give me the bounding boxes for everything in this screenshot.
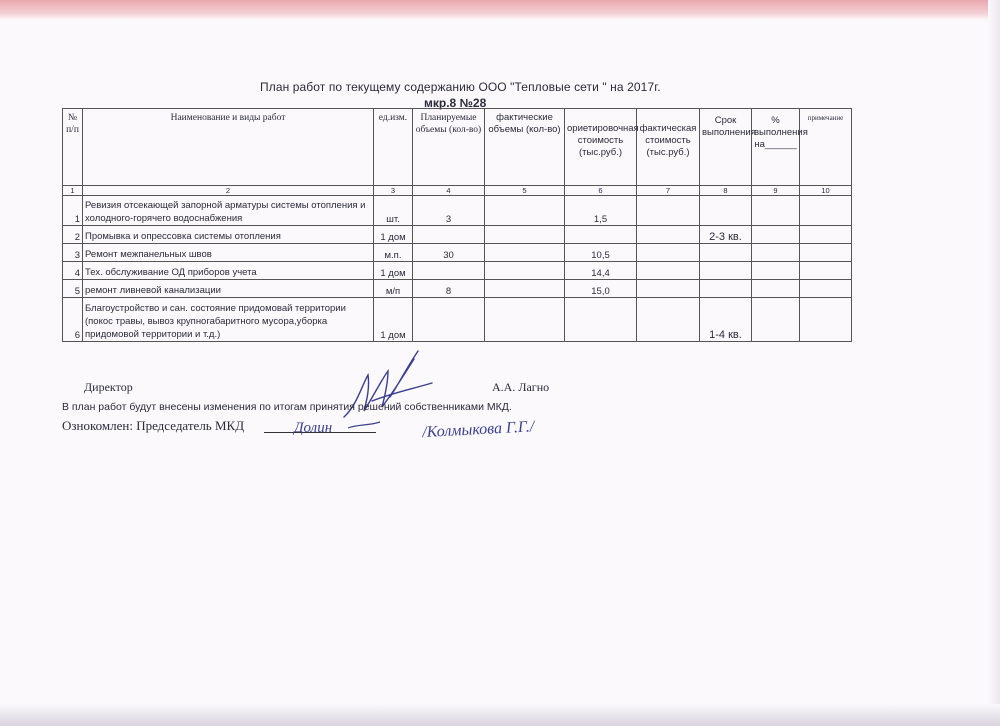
header-cell: фактическая стоимость (тыс.руб.): [637, 109, 700, 186]
header-cell: % выполнения на______: [752, 109, 800, 186]
work-name: ремонт ливневой канализации: [83, 280, 374, 298]
chairman-name-text: /Колмыкова Г.Г./: [421, 418, 535, 442]
column-number: 1: [63, 186, 83, 196]
actual-cost: [637, 262, 700, 280]
column-number: 4: [413, 186, 485, 196]
column-number: 5: [485, 186, 565, 196]
row-number: 5: [63, 280, 83, 298]
planned-volume: 8: [413, 280, 485, 298]
unit: шт.: [374, 196, 413, 226]
row-number: 3: [63, 244, 83, 262]
table-row: [63, 196, 852, 226]
estimated-cost: 14,4: [565, 262, 637, 280]
paper-bottom-edge: [0, 704, 1000, 726]
percent-done: [752, 298, 800, 342]
planned-volume: 30: [413, 244, 485, 262]
director-name: А.А. Лагно: [492, 380, 550, 394]
actual-volume: [485, 298, 565, 342]
row-note: [800, 280, 852, 298]
actual-cost: [637, 226, 700, 244]
unit: м/п: [374, 280, 413, 298]
row-note: [800, 196, 852, 226]
document-subtitle: мкр.8 №28: [424, 96, 487, 110]
unit: 1 дом: [374, 262, 413, 280]
column-number: 3: [374, 186, 413, 196]
actual-cost: [637, 280, 700, 298]
planned-volume: [413, 226, 485, 244]
header-cell: Наименование и виды работ: [83, 109, 374, 186]
header-cell: примечание: [800, 109, 852, 186]
percent-done: [752, 244, 800, 262]
table-row: [63, 226, 852, 244]
row-note: [800, 244, 852, 262]
chairman-signature-text: Долин: [294, 420, 333, 436]
column-number-row: [63, 186, 852, 196]
header-cell: Срок выполнения: [700, 109, 752, 186]
percent-done: [752, 226, 800, 244]
work-name: Промывка и опрессовка системы отопления: [83, 226, 374, 244]
header-cell: фактические объемы (кол-во): [485, 109, 565, 186]
chairman-name-handwritten: [420, 406, 620, 442]
table-row: [63, 244, 852, 262]
row-note: [800, 226, 852, 244]
header-row: [63, 109, 852, 186]
estimated-cost: 1,5: [565, 196, 637, 226]
header-cell: № п/п: [63, 109, 83, 186]
estimated-cost: [565, 226, 637, 244]
header-cell: ед.изм.: [374, 109, 413, 186]
paper-top-edge: [0, 0, 1000, 20]
term: [700, 196, 752, 226]
percent-done: [752, 280, 800, 298]
header-cell: Планируемые объемы (кол-во): [413, 109, 485, 186]
unit: м.п.: [374, 244, 413, 262]
actual-volume: [485, 196, 565, 226]
term: 2-3 кв.: [700, 226, 752, 244]
column-number: 10: [800, 186, 852, 196]
row-number: 4: [63, 262, 83, 280]
column-number: 9: [752, 186, 800, 196]
term: [700, 262, 752, 280]
row-note: [800, 298, 852, 342]
actual-volume: [485, 280, 565, 298]
percent-done: [752, 262, 800, 280]
work-name: Тех. обслуживание ОД приборов учета: [83, 262, 374, 280]
chairman-signature: [288, 412, 388, 442]
actual-volume: [485, 262, 565, 280]
planned-volume: [413, 298, 485, 342]
acknowledged-label: Ознокомлен: Председатель МКД: [62, 418, 245, 433]
table-row: [63, 262, 852, 280]
row-number: 2: [63, 226, 83, 244]
actual-cost: [637, 196, 700, 226]
term: [700, 244, 752, 262]
column-number: 2: [83, 186, 374, 196]
work-name: Ревизия отсекающей запорной арматуры системы отопления и холодного-горячего водоснабжения: [83, 196, 374, 226]
row-note: [800, 262, 852, 280]
table-row: [63, 280, 852, 298]
unit: 1 дом: [374, 298, 413, 342]
column-number: 7: [637, 186, 700, 196]
director-label: Директор: [84, 380, 133, 394]
estimated-cost: 15,0: [565, 280, 637, 298]
actual-cost: [637, 298, 700, 342]
actual-cost: [637, 244, 700, 262]
header-cell: ориетировочная стоимость (тыс.руб.): [565, 109, 637, 186]
actual-volume: [485, 244, 565, 262]
document-title: План работ по текущему содержанию ООО "Тепловые сети " на 2017г.: [260, 80, 661, 94]
unit: 1 дом: [374, 226, 413, 244]
paper-right-edge: [988, 0, 1000, 726]
work-name: Ремонт межпанельных швов: [83, 244, 374, 262]
actual-volume: [485, 226, 565, 244]
estimated-cost: [565, 298, 637, 342]
column-number: 6: [565, 186, 637, 196]
term: 1-4 кв.: [700, 298, 752, 342]
row-number: 1: [63, 196, 83, 226]
planned-volume: [413, 262, 485, 280]
work-plan-table: [62, 108, 852, 342]
plan-change-note: В план работ будут внесены изменения по итогам принятия решений собственниками МКД.: [62, 401, 512, 413]
work-name: Благоустройство и сан. состояние придомовай территории (покос травы, вывоз крупногабаритного мусора,уборка придомовой территории и т.д.): [83, 298, 374, 342]
estimated-cost: 10,5: [565, 244, 637, 262]
percent-done: [752, 196, 800, 226]
table-row: [63, 298, 852, 342]
row-number: 6: [63, 298, 83, 342]
planned-volume: 3: [413, 196, 485, 226]
term: [700, 280, 752, 298]
column-number: 8: [700, 186, 752, 196]
